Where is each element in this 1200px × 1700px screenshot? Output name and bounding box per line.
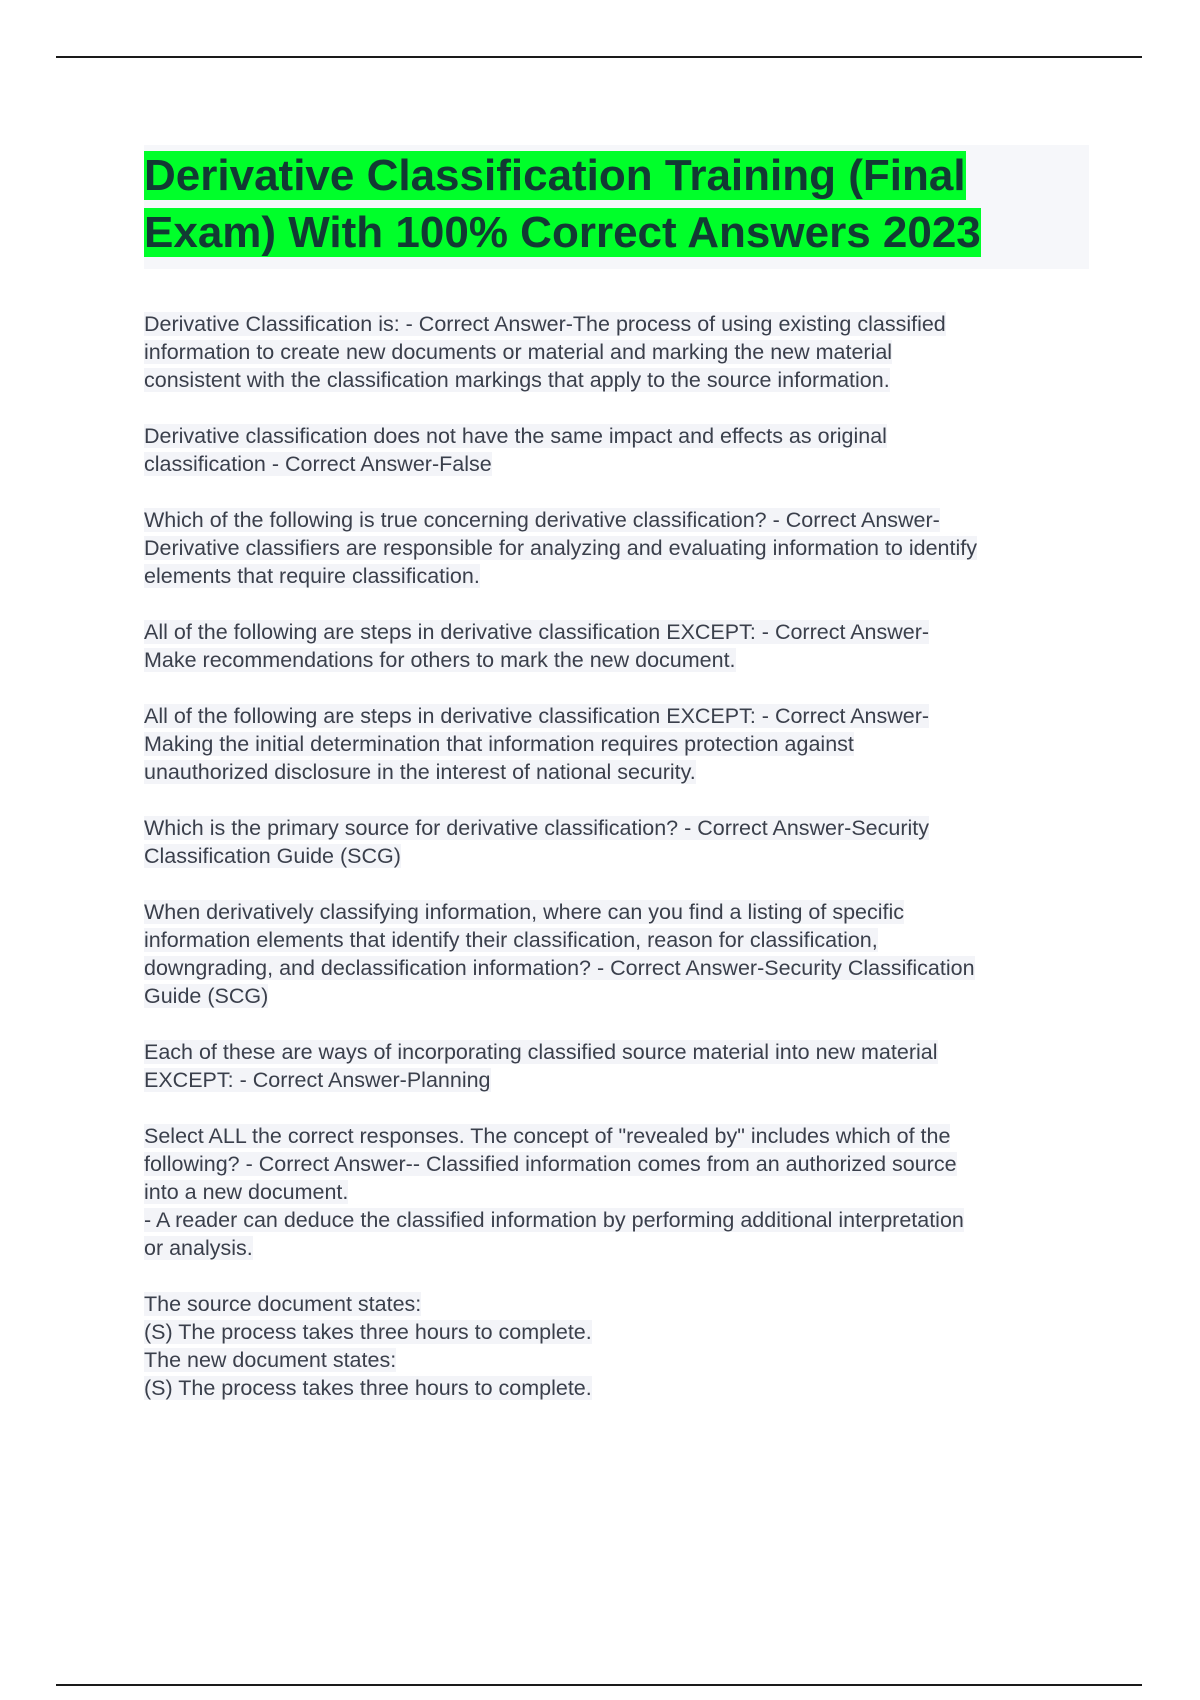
- qa-text-line: [144, 1318, 1094, 1346]
- qa-text-line: [144, 1150, 1094, 1178]
- qa-text: classification - Correct Answer-False: [144, 452, 492, 476]
- bottom-divider: [56, 1684, 1142, 1686]
- qa-text-line: [144, 1122, 1094, 1150]
- qa-text: following? - Correct Answer-- Classified information comes from an authorized source: [144, 1152, 957, 1176]
- qa-item: [144, 422, 1094, 478]
- qa-text-line: [144, 730, 1094, 758]
- qa-text-line: [144, 1234, 1094, 1262]
- qa-text: consistent with the classification markings that apply to the source information.: [144, 368, 890, 392]
- qa-text-line: [144, 1178, 1094, 1206]
- qa-text-line: [144, 1206, 1094, 1234]
- qa-item: [144, 506, 1094, 590]
- qa-item: [144, 310, 1094, 394]
- qa-text-line: [144, 310, 1094, 338]
- qa-text-line: [144, 338, 1094, 366]
- qa-text: information elements that identify their classification, reason for classification,: [144, 928, 878, 952]
- qa-text-line: [144, 926, 1094, 954]
- qa-text: Derivative Classification is: - Correct Answer-The process of using existing classified: [144, 312, 946, 336]
- qa-text: Which of the following is true concerning derivative classification? - Correct Answer-: [144, 508, 940, 532]
- qa-text-line: [144, 450, 1094, 478]
- qa-item: [144, 702, 1094, 786]
- qa-item: [144, 1122, 1094, 1262]
- qa-text: (S) The process takes three hours to complete.: [144, 1376, 592, 1400]
- qa-text: or analysis.: [144, 1236, 253, 1260]
- qa-item: [144, 898, 1094, 1010]
- qa-text-line: [144, 422, 1094, 450]
- qa-text-line: [144, 982, 1094, 1010]
- qa-item: [144, 1038, 1094, 1094]
- qa-text: Select ALL the correct responses. The concept of "revealed by" includes which of the: [144, 1124, 951, 1148]
- qa-text-line: [144, 366, 1094, 394]
- qa-text-line: [144, 954, 1094, 982]
- qa-text-line: [144, 646, 1094, 674]
- qa-text-line: [144, 1066, 1094, 1094]
- qa-text: The source document states:: [144, 1292, 422, 1316]
- qa-text-line: [144, 758, 1094, 786]
- qa-text: Making the initial determination that information requires protection against: [144, 732, 854, 756]
- top-divider: [56, 56, 1142, 58]
- qa-text: The new document states:: [144, 1348, 397, 1372]
- qa-text: When derivatively classifying information, where can you find a listing of specific: [144, 900, 905, 924]
- document-title: Derivative Classification Training (Final Exam) With 100% Correct Answers 2023: [144, 151, 981, 257]
- qa-text: into a new document.: [144, 1180, 349, 1204]
- qa-text: information to create new documents or material and marking the new material: [144, 340, 893, 364]
- qa-text: Classification Guide (SCG): [144, 844, 401, 868]
- qa-text-line: [144, 1346, 1094, 1374]
- qa-text-line: [144, 534, 1094, 562]
- qa-text: - A reader can deduce the classified information by performing additional interpretation: [144, 1208, 964, 1232]
- qa-text-line: [144, 702, 1094, 730]
- qa-text-line: [144, 898, 1094, 926]
- qa-text-line: [144, 842, 1094, 870]
- qa-text: elements that require classification.: [144, 564, 480, 588]
- qa-text-line: [144, 1374, 1094, 1402]
- qa-item: [144, 1290, 1094, 1402]
- qa-text: Derivative classification does not have the same impact and effects as original: [144, 424, 887, 448]
- qa-text: Each of these are ways of incorporating classified source material into new material: [144, 1040, 938, 1064]
- qa-text: unauthorized disclosure in the interest of national security.: [144, 760, 696, 784]
- qa-text-line: [144, 618, 1094, 646]
- qa-text: All of the following are steps in derivative classification EXCEPT: - Correct Answer-: [144, 620, 930, 644]
- qa-item: [144, 618, 1094, 674]
- qa-text-line: [144, 506, 1094, 534]
- qa-text: EXCEPT: - Correct Answer-Planning: [144, 1068, 491, 1092]
- qa-text: Guide (SCG): [144, 984, 269, 1008]
- qa-text: Which is the primary source for derivative classification? - Correct Answer-Security: [144, 816, 930, 840]
- qa-list: [144, 310, 1094, 1430]
- qa-text: Derivative classifiers are responsible for analyzing and evaluating information to identify: [144, 536, 977, 560]
- qa-text-line: [144, 562, 1094, 590]
- qa-item: [144, 814, 1094, 870]
- qa-text-line: [144, 1290, 1094, 1318]
- qa-text: downgrading, and declassification information? - Correct Answer-Security Classification: [144, 956, 975, 980]
- qa-text-line: [144, 1038, 1094, 1066]
- document-title-block: [144, 145, 1089, 269]
- qa-text: All of the following are steps in derivative classification EXCEPT: - Correct Answer-: [144, 704, 930, 728]
- qa-text: (S) The process takes three hours to complete.: [144, 1320, 592, 1344]
- qa-text: Make recommendations for others to mark the new document.: [144, 648, 736, 672]
- qa-text-line: [144, 814, 1094, 842]
